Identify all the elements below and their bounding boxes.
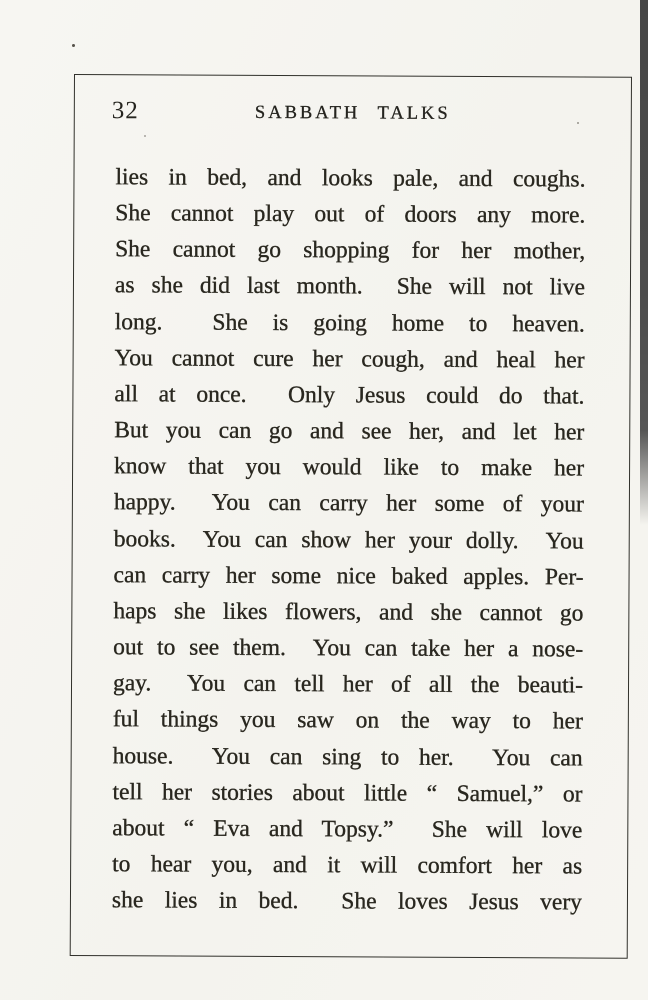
scan-speck bbox=[144, 135, 146, 137]
scan-speck bbox=[244, 648, 246, 650]
body-text-block bbox=[112, 159, 586, 921]
body-line: she lies in bed. She loves Jesus very bbox=[111, 887, 583, 916]
scan-speck bbox=[577, 122, 579, 124]
body-line: lies in bed, and looks pale, and coughs. bbox=[115, 164, 586, 193]
body-line: She cannot play out of doors any more. bbox=[115, 200, 586, 229]
body-line: can carry her some nice baked apples. Per- bbox=[113, 561, 584, 591]
body-line: haps she likes flowers, and she cannot go bbox=[113, 598, 584, 627]
body-line: as she did last month. She will not live bbox=[114, 272, 586, 301]
page-number: 32 bbox=[111, 97, 139, 125]
body-line: all at once. Only Jesus could do that. bbox=[114, 381, 585, 410]
body-line: gay. You can tell her of all the beauti- bbox=[112, 670, 584, 699]
body-line: She cannot go shopping for her mother, bbox=[115, 236, 586, 265]
body-line: long. She is going home to heaven. bbox=[114, 308, 585, 338]
body-line: to hear you, and it will comfort her as bbox=[112, 851, 583, 880]
scan-edge-shadow bbox=[640, 0, 648, 525]
running-head-title: SABBATH TALKS bbox=[254, 102, 451, 124]
body-line: happy. You can carry her some of your bbox=[113, 489, 584, 518]
page-border-frame bbox=[70, 74, 632, 959]
body-line: ful things you saw on the way to her bbox=[112, 706, 583, 735]
body-line: books. You can show her your dolly. You bbox=[113, 525, 584, 555]
body-line: out to see them. You can take her a nose- bbox=[113, 634, 584, 663]
body-line: house. You can sing to her. You can bbox=[112, 742, 583, 771]
body-line: know that you would like to make her bbox=[114, 453, 585, 482]
body-line: But you can go and see her, and let her bbox=[114, 417, 585, 446]
body-line: tell her stories about little “ Samuel,” or bbox=[112, 778, 583, 808]
scan-speck bbox=[72, 44, 75, 47]
body-line: about “ Eva and Topsy.” She will love bbox=[112, 815, 583, 844]
body-line: You cannot cure her cough, and heal her bbox=[114, 344, 585, 374]
